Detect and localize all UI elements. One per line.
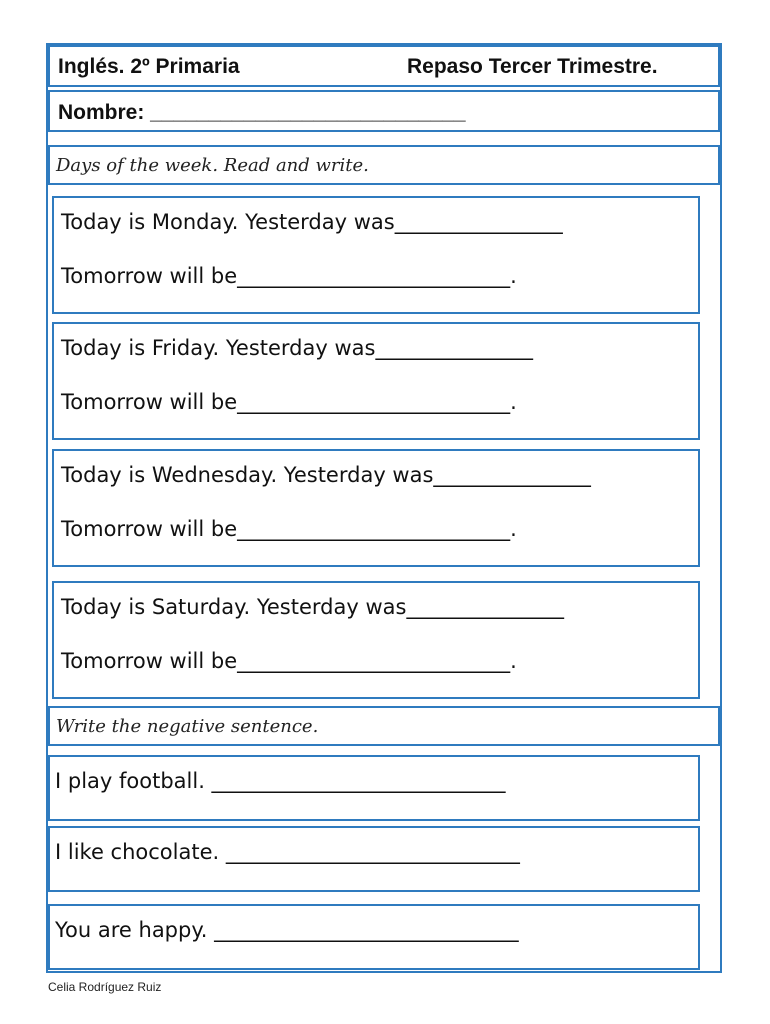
exercise-yesterday-line[interactable]: Today is Friday. Yesterday was_______________ xyxy=(61,336,533,360)
negative-sentence-line[interactable]: I like chocolate. ____________________________ xyxy=(55,840,520,864)
section-instruction: Write the negative sentence. xyxy=(56,716,319,737)
exercise-tomorrow-line[interactable]: Tomorrow will be__________________________. xyxy=(61,649,517,673)
exercise-tomorrow-line[interactable]: Tomorrow will be__________________________. xyxy=(61,517,517,541)
subject-title: Inglés. 2º Primaria xyxy=(58,55,240,78)
name-field[interactable]: Nombre: ___________________________ xyxy=(58,101,466,124)
exercise-box xyxy=(52,322,700,440)
section-negative-sentence xyxy=(48,706,720,746)
section-instruction: Days of the week. Read and write. xyxy=(56,155,369,176)
negative-sentence-box xyxy=(48,826,700,892)
negative-sentence-box xyxy=(48,904,700,970)
negative-sentence-line[interactable]: You are happy. _____________________________ xyxy=(55,918,519,942)
exercise-yesterday-line[interactable]: Today is Wednesday. Yesterday was_______________ xyxy=(61,463,591,487)
negative-sentence-line[interactable]: I play football. ____________________________ xyxy=(55,769,506,793)
negative-sentence-box xyxy=(48,755,700,821)
exercise-yesterday-line[interactable]: Today is Saturday. Yesterday was_______________ xyxy=(61,595,564,619)
exercise-yesterday-line[interactable]: Today is Monday. Yesterday was________________ xyxy=(61,210,563,234)
name-field-row xyxy=(48,90,720,132)
exercise-box xyxy=(52,196,700,314)
worksheet-header xyxy=(48,45,720,87)
exercise-tomorrow-line[interactable]: Tomorrow will be__________________________. xyxy=(61,264,517,288)
exercise-tomorrow-line[interactable]: Tomorrow will be__________________________. xyxy=(61,390,517,414)
review-title: Repaso Tercer Trimestre. xyxy=(407,55,658,78)
section-days-of-week xyxy=(48,145,720,185)
exercise-box xyxy=(52,581,700,699)
exercise-box xyxy=(52,449,700,567)
author-credit: Celia Rodríguez Ruiz xyxy=(48,980,162,994)
